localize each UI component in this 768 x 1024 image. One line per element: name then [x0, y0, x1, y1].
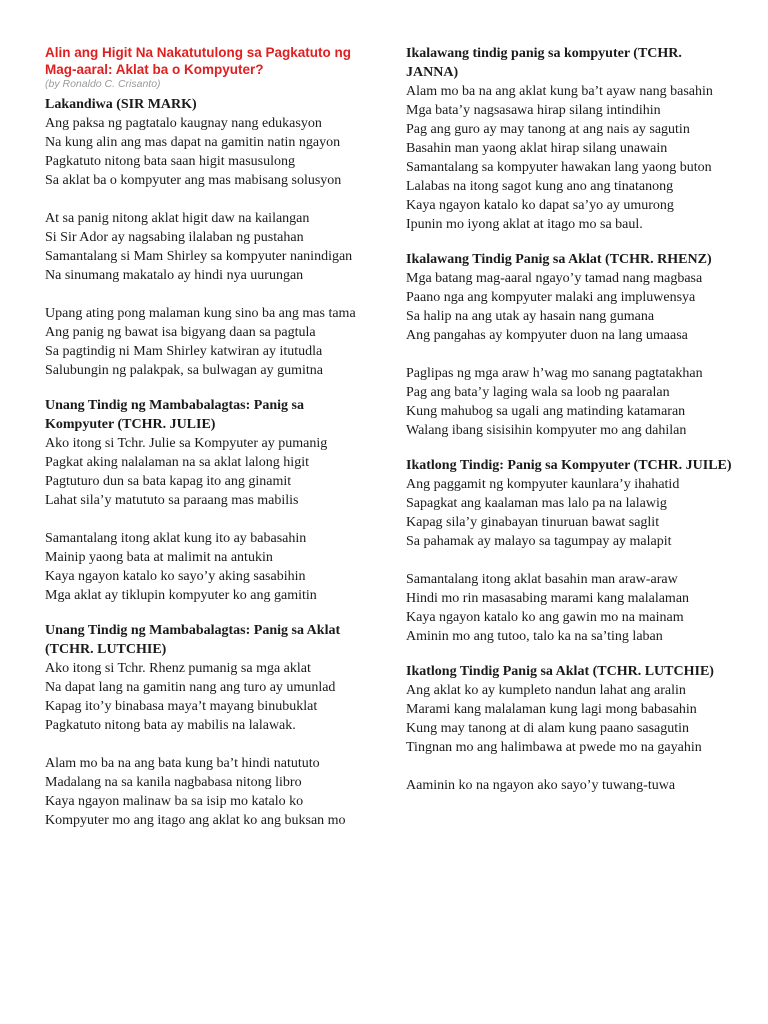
- verse-line: Pag ang bata’y laging wala sa loob ng paaralan: [406, 385, 670, 400]
- verse-line: Marami kang malalaman kung lagi mong babasahin: [406, 702, 697, 717]
- verse-line: Sa aklat ba o kompyuter ang mas mabisang solusyon: [45, 173, 342, 188]
- verse-line: Aaminin ko na ngayon ako sayo’y tuwang-tuwa: [406, 778, 676, 793]
- verse-line: Ang panig ng bawat isa bigyang daan sa pagtula: [45, 325, 316, 340]
- verse-line: Alam mo ba na ang aklat kung ba’t ayaw nang basahin: [406, 84, 713, 99]
- verse-line: Basahin man yaong aklat hirap silang unawain: [406, 141, 668, 156]
- poem-section: [45, 621, 375, 830]
- section-heading: Ikatlong Tindig: Panig sa Kompyuter (TCHR. JUILE): [406, 458, 732, 473]
- stanza: [45, 114, 375, 190]
- verse-line: Pagkatuto nitong bata saan higit masusulong: [45, 154, 296, 169]
- stanza: [406, 570, 736, 646]
- verse-line: Tingnan mo ang halimbawa at pwede mo na gayahin: [406, 740, 702, 755]
- verse-line: Madalang na sa kanila nagbabasa nitong libro: [45, 775, 302, 790]
- verse-line: Samantalang sa kompyuter hawakan lang yaong buton: [406, 160, 712, 175]
- right-sections: [406, 44, 736, 795]
- poem-section: [45, 396, 375, 605]
- verse-line: Ang paksa ng pagtatalo kaugnay nang edukasyon: [45, 116, 322, 131]
- verse-line: Mainip yaong bata at malimit na antukin: [45, 550, 273, 565]
- section-heading: Ikalawang tindig panig sa kompyuter (TCHR. JANNA): [406, 46, 682, 80]
- section-heading: Ikalawang Tindig Panig sa Aklat (TCHR. RHENZ): [406, 252, 712, 267]
- right-column: [406, 44, 736, 811]
- verse-line: Sa halip na ang utak ay hasain nang gumana: [406, 309, 655, 324]
- verse-line: Na kung alin ang mas dapat na gamitin natin ngayon: [45, 135, 341, 150]
- section-heading: Unang Tindig ng Mambabalagtas: Panig sa Kompyuter (TCHR. JULIE): [45, 398, 304, 432]
- poem-section: [406, 456, 736, 646]
- verse-line: Aminin mo ang tutoo, talo ka na sa’ting laban: [406, 629, 663, 644]
- verse-line: Ang pangahas ay kompyuter duon na lang umaasa: [406, 328, 688, 343]
- document-byline: (by Ronaldo C. Crisanto): [45, 78, 161, 90]
- poem-section: [406, 662, 736, 795]
- stanza: [45, 209, 375, 285]
- verse-line: Kaya ngayon katalo ko dapat sa’yo ay umurong: [406, 198, 674, 213]
- verse-line: Samantalang itong aklat basahin man araw-araw: [406, 572, 678, 587]
- section-heading: Unang Tindig ng Mambabalagtas: Panig sa Aklat (TCHR. LUTCHIE): [45, 623, 341, 657]
- verse-line: Kaya ngayon malinaw ba sa isip mo katalo ko: [45, 794, 304, 809]
- verse-line: Samantalang si Mam Shirley sa kompyuter nanindigan: [45, 249, 353, 264]
- poem-section: [45, 95, 375, 380]
- verse-line: Kompyuter mo ang itago ang aklat ko ang buksan mo: [45, 813, 346, 828]
- verse-line: At sa panig nitong aklat higit daw na kailangan: [45, 211, 310, 226]
- verse-line: Pagkatuto nitong bata ay mabilis na lalawak.: [45, 718, 296, 733]
- document-title: Alin ang Higit Na Nakatutulong sa Pagkatuto ng Mag-aaral: Aklat ba o Kompyuter?: [45, 45, 352, 77]
- verse-line: Salubungin ng palakpak, sa bulwagan ay gumitna: [45, 363, 323, 378]
- verse-line: Walang ibang sisisihin kompyuter mo ang dahilan: [406, 423, 687, 438]
- stanza: [406, 82, 736, 234]
- verse-line: Mga aklat ay tiklupin kompyuter ko ang gamitin: [45, 588, 317, 603]
- stanza: [45, 659, 375, 735]
- verse-line: Ang paggamit ng kompyuter kaunlara’y ihahatid: [406, 477, 680, 492]
- stanza: [45, 304, 375, 380]
- verse-line: Sa pagtindig ni Mam Shirley katwiran ay itutudla: [45, 344, 323, 359]
- verse-line: Lalabas na itong sagot kung ano ang tinatanong: [406, 179, 674, 194]
- verse-line: Paglipas ng mga araw h’wag mo sanang pagtatakhan: [406, 366, 703, 381]
- verse-line: Sa pahamak ay malayo sa tagumpay ay malapit: [406, 534, 672, 549]
- verse-line: Alam mo ba na ang bata kung ba’t hindi natututo: [45, 756, 320, 771]
- poem-section: [406, 250, 736, 440]
- stanza: [45, 434, 375, 510]
- verse-line: Kapag ito’y binabasa maya’t mayang binubuklat: [45, 699, 318, 714]
- verse-line: Ipunin mo iyong aklat at itago mo sa baul.: [406, 217, 643, 232]
- stanza: [406, 776, 736, 795]
- verse-line: Kaya ngayon katalo ko sayo’y aking sasabihin: [45, 569, 306, 584]
- poem-section: [406, 44, 736, 234]
- verse-line: Pag ang guro ay may tanong at ang nais ay sagutin: [406, 122, 690, 137]
- verse-line: Si Sir Ador ay nagsabing ilalaban ng pustahan: [45, 230, 304, 245]
- verse-line: Upang ating pong malaman kung sino ba ang mas tama: [45, 306, 356, 321]
- verse-line: Ako itong si Tchr. Rhenz pumanig sa mga aklat: [45, 661, 311, 676]
- verse-line: Samantalang itong aklat kung ito ay babasahin: [45, 531, 307, 546]
- section-heading: Lakandiwa (SIR MARK): [45, 97, 197, 112]
- left-column: [45, 44, 375, 846]
- verse-line: Mga batang mag-aaral ngayo’y tamad nang magbasa: [406, 271, 703, 286]
- verse-line: Na sinumang makatalo ay hindi nya uurungan: [45, 268, 304, 283]
- stanza: [406, 681, 736, 757]
- verse-line: Kaya ngayon katalo ko ang gawin mo na mainam: [406, 610, 684, 625]
- stanza: [45, 529, 375, 605]
- verse-line: Lahat sila’y matututo sa paraang mas mabilis: [45, 493, 299, 508]
- verse-line: Pagtuturo dun sa bata kapag ito ang ginamit: [45, 474, 292, 489]
- stanza: [406, 364, 736, 440]
- verse-line: Hindi mo rin masasabing marami kang malalaman: [406, 591, 690, 606]
- verse-line: Paano nga ang kompyuter malaki ang impluwensya: [406, 290, 696, 305]
- left-sections: [45, 95, 375, 830]
- stanza: [406, 269, 736, 345]
- verse-line: Pagkat aking nalalaman na sa aklat lalong higit: [45, 455, 309, 470]
- verse-line: Kapag sila’y ginabayan tinuruan bawat saglit: [406, 515, 660, 530]
- verse-line: Ako itong si Tchr. Julie sa Kompyuter ay pumanig: [45, 436, 328, 451]
- verse-line: Sapagkat ang kaalaman mas lalo pa na lalawig: [406, 496, 667, 511]
- verse-line: Kung mahubog sa ugali ang matinding katamaran: [406, 404, 686, 419]
- stanza: [45, 754, 375, 830]
- section-heading: Ikatlong Tindig Panig sa Aklat (TCHR. LUTCHIE): [406, 664, 714, 679]
- verse-line: Na dapat lang na gamitin nang ang turo ay umunlad: [45, 680, 336, 695]
- verse-line: Mga bata’y nagsasawa hirap silang intindihin: [406, 103, 661, 118]
- verse-line: Ang aklat ko ay kumpleto nandun lahat ang aralin: [406, 683, 686, 698]
- verse-line: Kung may tanong at di alam kung paano sasagutin: [406, 721, 690, 736]
- stanza: [406, 475, 736, 551]
